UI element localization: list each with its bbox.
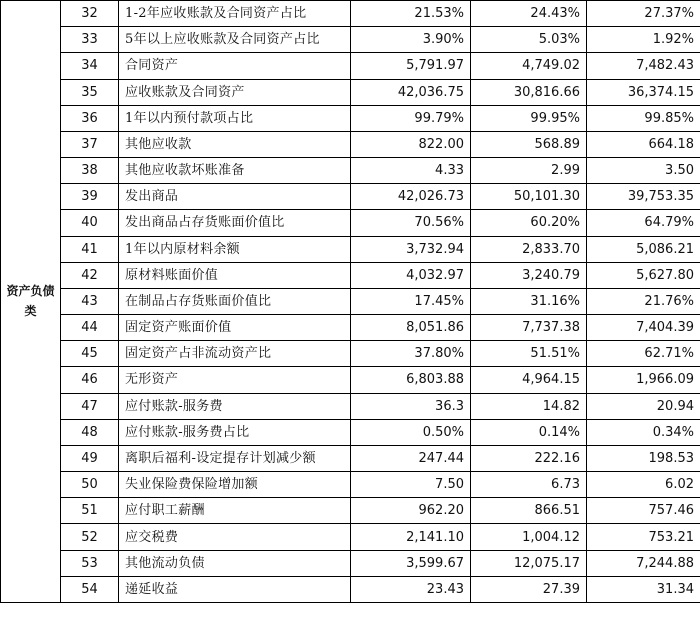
value-col-2: 31.16% (471, 288, 587, 314)
value-col-2: 51.51% (471, 341, 587, 367)
value-col-1: 42,036.75 (351, 79, 471, 105)
value-col-2: 6.73 (471, 472, 587, 498)
row-number: 36 (61, 105, 119, 131)
indicator-name: 递延收益 (119, 576, 351, 602)
row-number: 39 (61, 184, 119, 210)
value-col-2: 12,075.17 (471, 550, 587, 576)
indicator-name: 固定资产账面价值 (119, 315, 351, 341)
value-col-2: 4,749.02 (471, 53, 587, 79)
value-col-2: 2,833.70 (471, 236, 587, 262)
value-col-3: 1.92% (587, 27, 700, 53)
value-col-3: 7,404.39 (587, 315, 700, 341)
indicator-name: 1年以内原材料余额 (119, 236, 351, 262)
value-col-2: 7,737.38 (471, 315, 587, 341)
value-col-2: 5.03% (471, 27, 587, 53)
value-col-2: 222.16 (471, 445, 587, 471)
value-col-2: 27.39 (471, 576, 587, 602)
value-col-2: 1,004.12 (471, 524, 587, 550)
value-col-1: 99.79% (351, 105, 471, 131)
table-row (1, 158, 700, 184)
value-col-3: 0.34% (587, 419, 700, 445)
value-col-3: 64.79% (587, 210, 700, 236)
row-number: 34 (61, 53, 119, 79)
value-col-3: 3.50 (587, 158, 700, 184)
value-col-1: 3,732.94 (351, 236, 471, 262)
indicator-name: 其他流动负债 (119, 550, 351, 576)
category-label: 资产负债类 (6, 284, 55, 319)
value-col-3: 36,374.15 (587, 79, 700, 105)
row-number: 46 (61, 367, 119, 393)
value-col-3: 31.34 (587, 576, 700, 602)
indicator-name: 1-2年应收账款及合同资产占比 (119, 1, 351, 27)
value-col-1: 822.00 (351, 131, 471, 157)
row-number: 45 (61, 341, 119, 367)
value-col-1: 42,026.73 (351, 184, 471, 210)
table-row (1, 576, 700, 602)
value-col-2: 3,240.79 (471, 262, 587, 288)
value-col-3: 7,244.88 (587, 550, 700, 576)
value-col-1: 37.80% (351, 341, 471, 367)
row-number: 37 (61, 131, 119, 157)
value-col-3: 27.37% (587, 1, 700, 27)
row-number: 41 (61, 236, 119, 262)
value-col-1: 36.3 (351, 393, 471, 419)
indicator-name: 应付职工薪酬 (119, 498, 351, 524)
table-row (1, 53, 700, 79)
indicator-name: 离职后福利-设定提存计划减少额 (119, 445, 351, 471)
row-number: 49 (61, 445, 119, 471)
row-number: 32 (61, 1, 119, 27)
row-number: 44 (61, 315, 119, 341)
value-col-2: 0.14% (471, 419, 587, 445)
indicator-name: 应付账款-服务费占比 (119, 419, 351, 445)
value-col-2: 568.89 (471, 131, 587, 157)
indicator-name: 应交税费 (119, 524, 351, 550)
indicator-name: 原材料账面价值 (119, 262, 351, 288)
row-number: 33 (61, 27, 119, 53)
indicator-name: 5年以上应收账款及合同资产占比 (119, 27, 351, 53)
table-row (1, 184, 700, 210)
row-number: 53 (61, 550, 119, 576)
value-col-3: 664.18 (587, 131, 700, 157)
table-row (1, 262, 700, 288)
value-col-2: 60.20% (471, 210, 587, 236)
value-col-1: 70.56% (351, 210, 471, 236)
value-col-2: 99.95% (471, 105, 587, 131)
value-col-3: 757.46 (587, 498, 700, 524)
value-col-2: 24.43% (471, 1, 587, 27)
value-col-1: 3,599.67 (351, 550, 471, 576)
value-col-2: 4,964.15 (471, 367, 587, 393)
table-row (1, 131, 700, 157)
value-col-2: 866.51 (471, 498, 587, 524)
value-col-1: 247.44 (351, 445, 471, 471)
value-col-3: 5,627.80 (587, 262, 700, 288)
value-col-1: 3.90% (351, 27, 471, 53)
indicator-name: 其他应收款坏账准备 (119, 158, 351, 184)
row-number: 40 (61, 210, 119, 236)
table-row (1, 341, 700, 367)
table-row (1, 79, 700, 105)
value-col-3: 7,482.43 (587, 53, 700, 79)
value-col-1: 17.45% (351, 288, 471, 314)
table-row (1, 393, 700, 419)
row-number: 52 (61, 524, 119, 550)
value-col-1: 7.50 (351, 472, 471, 498)
value-col-1: 2,141.10 (351, 524, 471, 550)
row-number: 48 (61, 419, 119, 445)
value-col-3: 62.71% (587, 341, 700, 367)
value-col-3: 1,966.09 (587, 367, 700, 393)
row-number: 42 (61, 262, 119, 288)
table-row (1, 27, 700, 53)
table-row (1, 419, 700, 445)
row-number: 47 (61, 393, 119, 419)
table-row (1, 367, 700, 393)
row-number: 50 (61, 472, 119, 498)
value-col-3: 753.21 (587, 524, 700, 550)
value-col-1: 4.33 (351, 158, 471, 184)
value-col-3: 39,753.35 (587, 184, 700, 210)
table-row (1, 498, 700, 524)
indicator-name: 无形资产 (119, 367, 351, 393)
table-row (1, 524, 700, 550)
table-row (1, 210, 700, 236)
indicator-name: 应收账款及合同资产 (119, 79, 351, 105)
value-col-1: 6,803.88 (351, 367, 471, 393)
value-col-2: 14.82 (471, 393, 587, 419)
table-row (1, 288, 700, 314)
indicator-name: 失业保险费保险增加额 (119, 472, 351, 498)
indicator-name: 在制品占存货账面价值比 (119, 288, 351, 314)
value-col-1: 21.53% (351, 1, 471, 27)
value-col-1: 5,791.97 (351, 53, 471, 79)
indicator-name: 固定资产占非流动资产比 (119, 341, 351, 367)
value-col-1: 4,032.97 (351, 262, 471, 288)
value-col-3: 99.85% (587, 105, 700, 131)
value-col-2: 30,816.66 (471, 79, 587, 105)
table-body (1, 1, 700, 603)
indicator-name: 合同资产 (119, 53, 351, 79)
value-col-1: 0.50% (351, 419, 471, 445)
table-row (1, 1, 700, 27)
value-col-1: 23.43 (351, 576, 471, 602)
row-number: 54 (61, 576, 119, 602)
table-row (1, 236, 700, 262)
value-col-3: 21.76% (587, 288, 700, 314)
indicator-name: 应付账款-服务费 (119, 393, 351, 419)
value-col-1: 962.20 (351, 498, 471, 524)
row-number: 51 (61, 498, 119, 524)
indicator-name: 发出商品 (119, 184, 351, 210)
category-cell (1, 1, 61, 603)
indicator-name: 发出商品占存货账面价值比 (119, 210, 351, 236)
row-number: 35 (61, 79, 119, 105)
value-col-3: 6.02 (587, 472, 700, 498)
table-row (1, 445, 700, 471)
table-row (1, 472, 700, 498)
indicator-name: 1年以内预付款项占比 (119, 105, 351, 131)
indicator-name: 其他应收款 (119, 131, 351, 157)
table-row (1, 315, 700, 341)
table-row (1, 550, 700, 576)
value-col-3: 20.94 (587, 393, 700, 419)
table-row (1, 105, 700, 131)
value-col-3: 5,086.21 (587, 236, 700, 262)
value-col-2: 2.99 (471, 158, 587, 184)
value-col-1: 8,051.86 (351, 315, 471, 341)
row-number: 43 (61, 288, 119, 314)
value-col-3: 198.53 (587, 445, 700, 471)
row-number: 38 (61, 158, 119, 184)
value-col-2: 50,101.30 (471, 184, 587, 210)
